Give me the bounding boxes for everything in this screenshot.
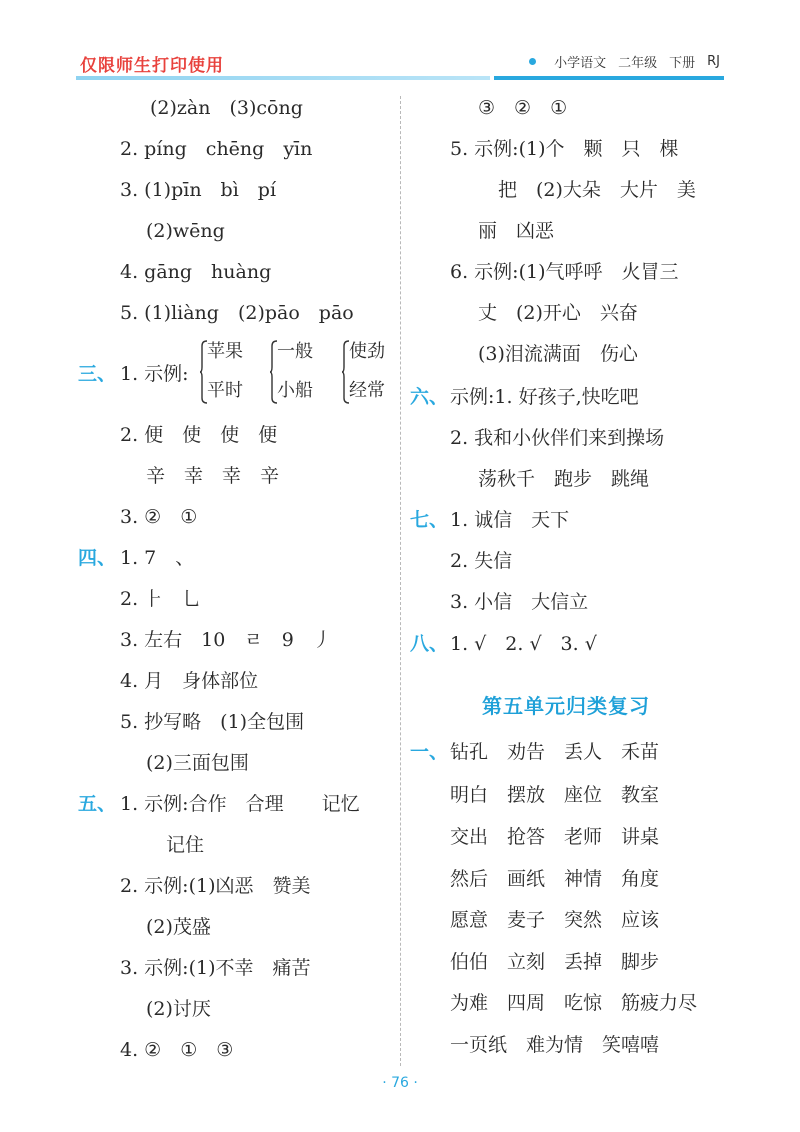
answer-line: 4. ② ① ③	[120, 1039, 234, 1061]
answer-line: 2. 便 使 使 便	[120, 424, 278, 446]
subject-label: 小学语文	[554, 56, 607, 71]
brace-word-top: 使劲	[349, 341, 385, 362]
answer-line: 示例:1. 好孩子,快吃吧	[450, 386, 639, 408]
term-label: 下册	[669, 56, 696, 71]
answer-line: 3. 示例:(1)不幸 痛苦	[120, 957, 311, 979]
answer-line: 2. ⺊ 乚	[120, 588, 202, 610]
answer-line: 辛 幸 幸 辛	[146, 465, 280, 487]
brace-word-groups	[200, 340, 400, 406]
header-rule-light	[76, 76, 490, 80]
answer-line: 3. (1)pīn bì pí	[120, 179, 277, 201]
brace-word-bottom: 平时	[207, 380, 243, 401]
brace-word-bottom: 小船	[277, 380, 313, 401]
answer-line: 4. gāng huàng	[120, 261, 272, 283]
brace-word-top: 一般	[277, 341, 313, 362]
answer-line: (3)泪流满面 伤心	[478, 343, 638, 365]
answer-line: 1. √ 2. √ 3. √	[450, 633, 597, 655]
brace-word-top: 苹果	[207, 341, 243, 362]
answer-line: (2)三面包围	[146, 752, 249, 774]
answer-line: 伯伯 立刻 丢掉 脚步	[450, 951, 660, 973]
answer-line: (2)讨厌	[146, 998, 211, 1020]
section-marker-4: 四、	[78, 547, 117, 569]
section-marker-8: 八、	[410, 633, 449, 655]
answer-line: 2. 示例:(1)凶恶 赞美	[120, 875, 311, 897]
answer-line: (2)茂盛	[146, 916, 211, 938]
answer-line: (2)wēng	[146, 220, 225, 242]
section-marker-3: 三、	[78, 363, 117, 385]
answer-line: 明白 摆放 座位 教室	[450, 784, 660, 806]
answer-line: 5. 示例:(1)个 颗 只 棵	[450, 138, 679, 160]
answer-line: 把 (2)大朵 大片 美	[498, 179, 696, 201]
print-restriction-label: 仅限师生打印使用	[80, 56, 224, 76]
section-marker-5: 五、	[78, 793, 117, 815]
bullet-dot-icon	[529, 58, 536, 65]
grade-label: 二年级	[618, 56, 658, 71]
answer-line: 丈 (2)开心 兴奋	[478, 302, 638, 324]
answer-line: ③ ② ①	[478, 97, 568, 119]
answer-line: 1. 示例:合作 合理 记忆	[120, 793, 360, 815]
answer-line: 1. 示例:	[120, 363, 189, 385]
answer-line: 1. 7 、	[120, 547, 195, 569]
answer-line: 然后 画纸 神情 角度	[450, 868, 660, 890]
answer-line: 3. 左右 10 ㄹ 9 丿	[120, 629, 332, 651]
column-divider	[400, 96, 401, 1066]
answer-line: 记住	[166, 834, 205, 856]
answer-line: (2)zàn (3)cōng	[150, 97, 303, 119]
unit-review-title: 第五单元归类复习	[482, 694, 650, 718]
section-marker-1: 一、	[410, 741, 449, 763]
section-marker-6: 六、	[410, 386, 449, 408]
answer-line: 1. 诚信 天下	[450, 509, 570, 531]
book-info	[529, 52, 720, 71]
section-marker-7: 七、	[410, 509, 449, 531]
answer-line: 荡秋千 跑步 跳绳	[478, 468, 650, 490]
brace-word-bottom: 经常	[349, 380, 385, 401]
edition-label: RJ	[707, 54, 720, 69]
answer-line: 钻孔 劝告 丢人 禾苗	[450, 741, 660, 763]
answer-line: 2. píng chēng yīn	[120, 138, 313, 160]
page-number: · 76 ·	[382, 1075, 418, 1091]
answer-line: 2. 失信	[450, 550, 513, 572]
answer-line: 3. ② ①	[120, 506, 198, 528]
answer-line: 3. 小信 大信立	[450, 591, 589, 613]
answer-line: 一页纸 难为情 笑嘻嘻	[450, 1034, 660, 1056]
answer-line: 2. 我和小伙伴们来到操场	[450, 427, 665, 449]
answer-line: 4. 月 身体部位	[120, 670, 259, 692]
page-header	[0, 0, 800, 90]
answer-line: 5. 抄写略 (1)全包围	[120, 711, 305, 733]
answer-line: 5. (1)liàng (2)pāo pāo	[120, 302, 354, 324]
answer-line: 愿意 麦子 突然 应该	[450, 909, 660, 931]
answer-line: 丽 凶恶	[478, 220, 555, 242]
answer-line: 为难 四周 吃惊 筋疲力尽	[450, 992, 698, 1014]
answer-line: 6. 示例:(1)气呼呼 火冒三	[450, 261, 679, 283]
header-rule-dark	[494, 76, 724, 80]
answer-line: 交出 抢答 老师 讲桌	[450, 826, 660, 848]
